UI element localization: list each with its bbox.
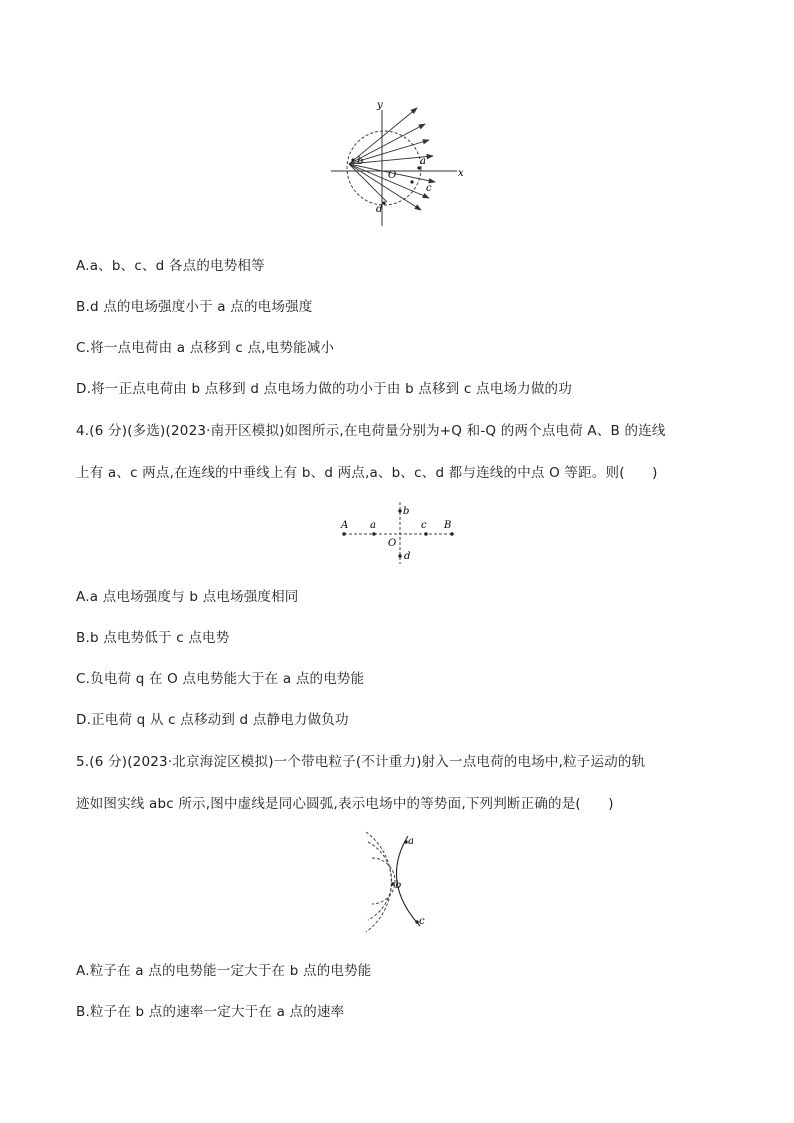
q4-option-b: B.b 点电势低于 c 点电势 xyxy=(76,630,230,646)
q3-option-c: C.将一点电荷由 a 点移到 c 点,电势能减小 xyxy=(76,340,335,356)
q4-stem-line2: 上有 a、c 两点,在连线的中垂线上有 b、d 两点,a、b、c、d 都与连线的中点 O 等距。则( ) xyxy=(76,465,658,481)
q5-option-b: B.粒子在 b 点的速率一定大于在 a 点的速率 xyxy=(76,1004,345,1020)
label-a: a xyxy=(370,520,376,531)
q3-option-d: D.将一正点电荷由 b 点移到 d 点电场力做的功小于由 b 点移到 c 点电场力做的功 xyxy=(76,381,572,397)
q3-option-a: A.a、b、c、d 各点的电势相等 xyxy=(76,258,265,274)
q5-option-a: A.粒子在 a 点的电势能一定大于在 b 点的电势能 xyxy=(76,963,372,979)
label-a: a xyxy=(408,836,414,847)
label-O: O xyxy=(388,170,397,181)
label-c: c xyxy=(419,916,425,927)
label-A: A xyxy=(341,520,349,531)
q4-option-c: C.负电荷 q 在 O 点电势能大于在 a 点的电势能 xyxy=(76,671,365,687)
label-c: c xyxy=(421,520,427,531)
figure-charge-pair xyxy=(338,498,466,566)
q5-stem-line1: 5.(6 分)(2023·北京海淀区模拟)一个带电粒子(不计重力)射入一点电荷的电场中,粒子运动的轨 xyxy=(76,754,646,770)
label-B: B xyxy=(444,520,452,531)
q4-stem-line1: 4.(6 分)(多选)(2023·南开区模拟)如图所示,在电荷量分别为+Q 和-Q 的两个点电荷 A、B 的连线 xyxy=(76,423,666,439)
label-b: b xyxy=(395,880,402,891)
label-b: b xyxy=(403,506,410,517)
x-label: x xyxy=(458,168,464,179)
label-O: O xyxy=(388,538,397,549)
label-d: d xyxy=(376,204,383,215)
figure-trajectory xyxy=(362,830,442,934)
q4-option-a: A.a 点电场强度与 b 点电场强度相同 xyxy=(76,589,299,605)
label-b: b xyxy=(357,156,364,167)
q4-option-d: D.正电荷 q 从 c 点移动到 d 点静电力做负功 xyxy=(76,712,349,728)
label-a: a xyxy=(420,156,426,167)
label-c: c xyxy=(426,183,432,194)
figure-field-lines xyxy=(325,98,475,230)
label-d: d xyxy=(404,551,411,562)
q3-option-b: B.d 点的电场强度小于 a 点的电场强度 xyxy=(76,299,313,315)
y-label: y xyxy=(377,100,383,111)
q5-stem-line2: 迹如图实线 abc 所示,图中虚线是同心圆弧,表示电场中的等势面,下列判断正确的是( ) xyxy=(76,796,614,812)
